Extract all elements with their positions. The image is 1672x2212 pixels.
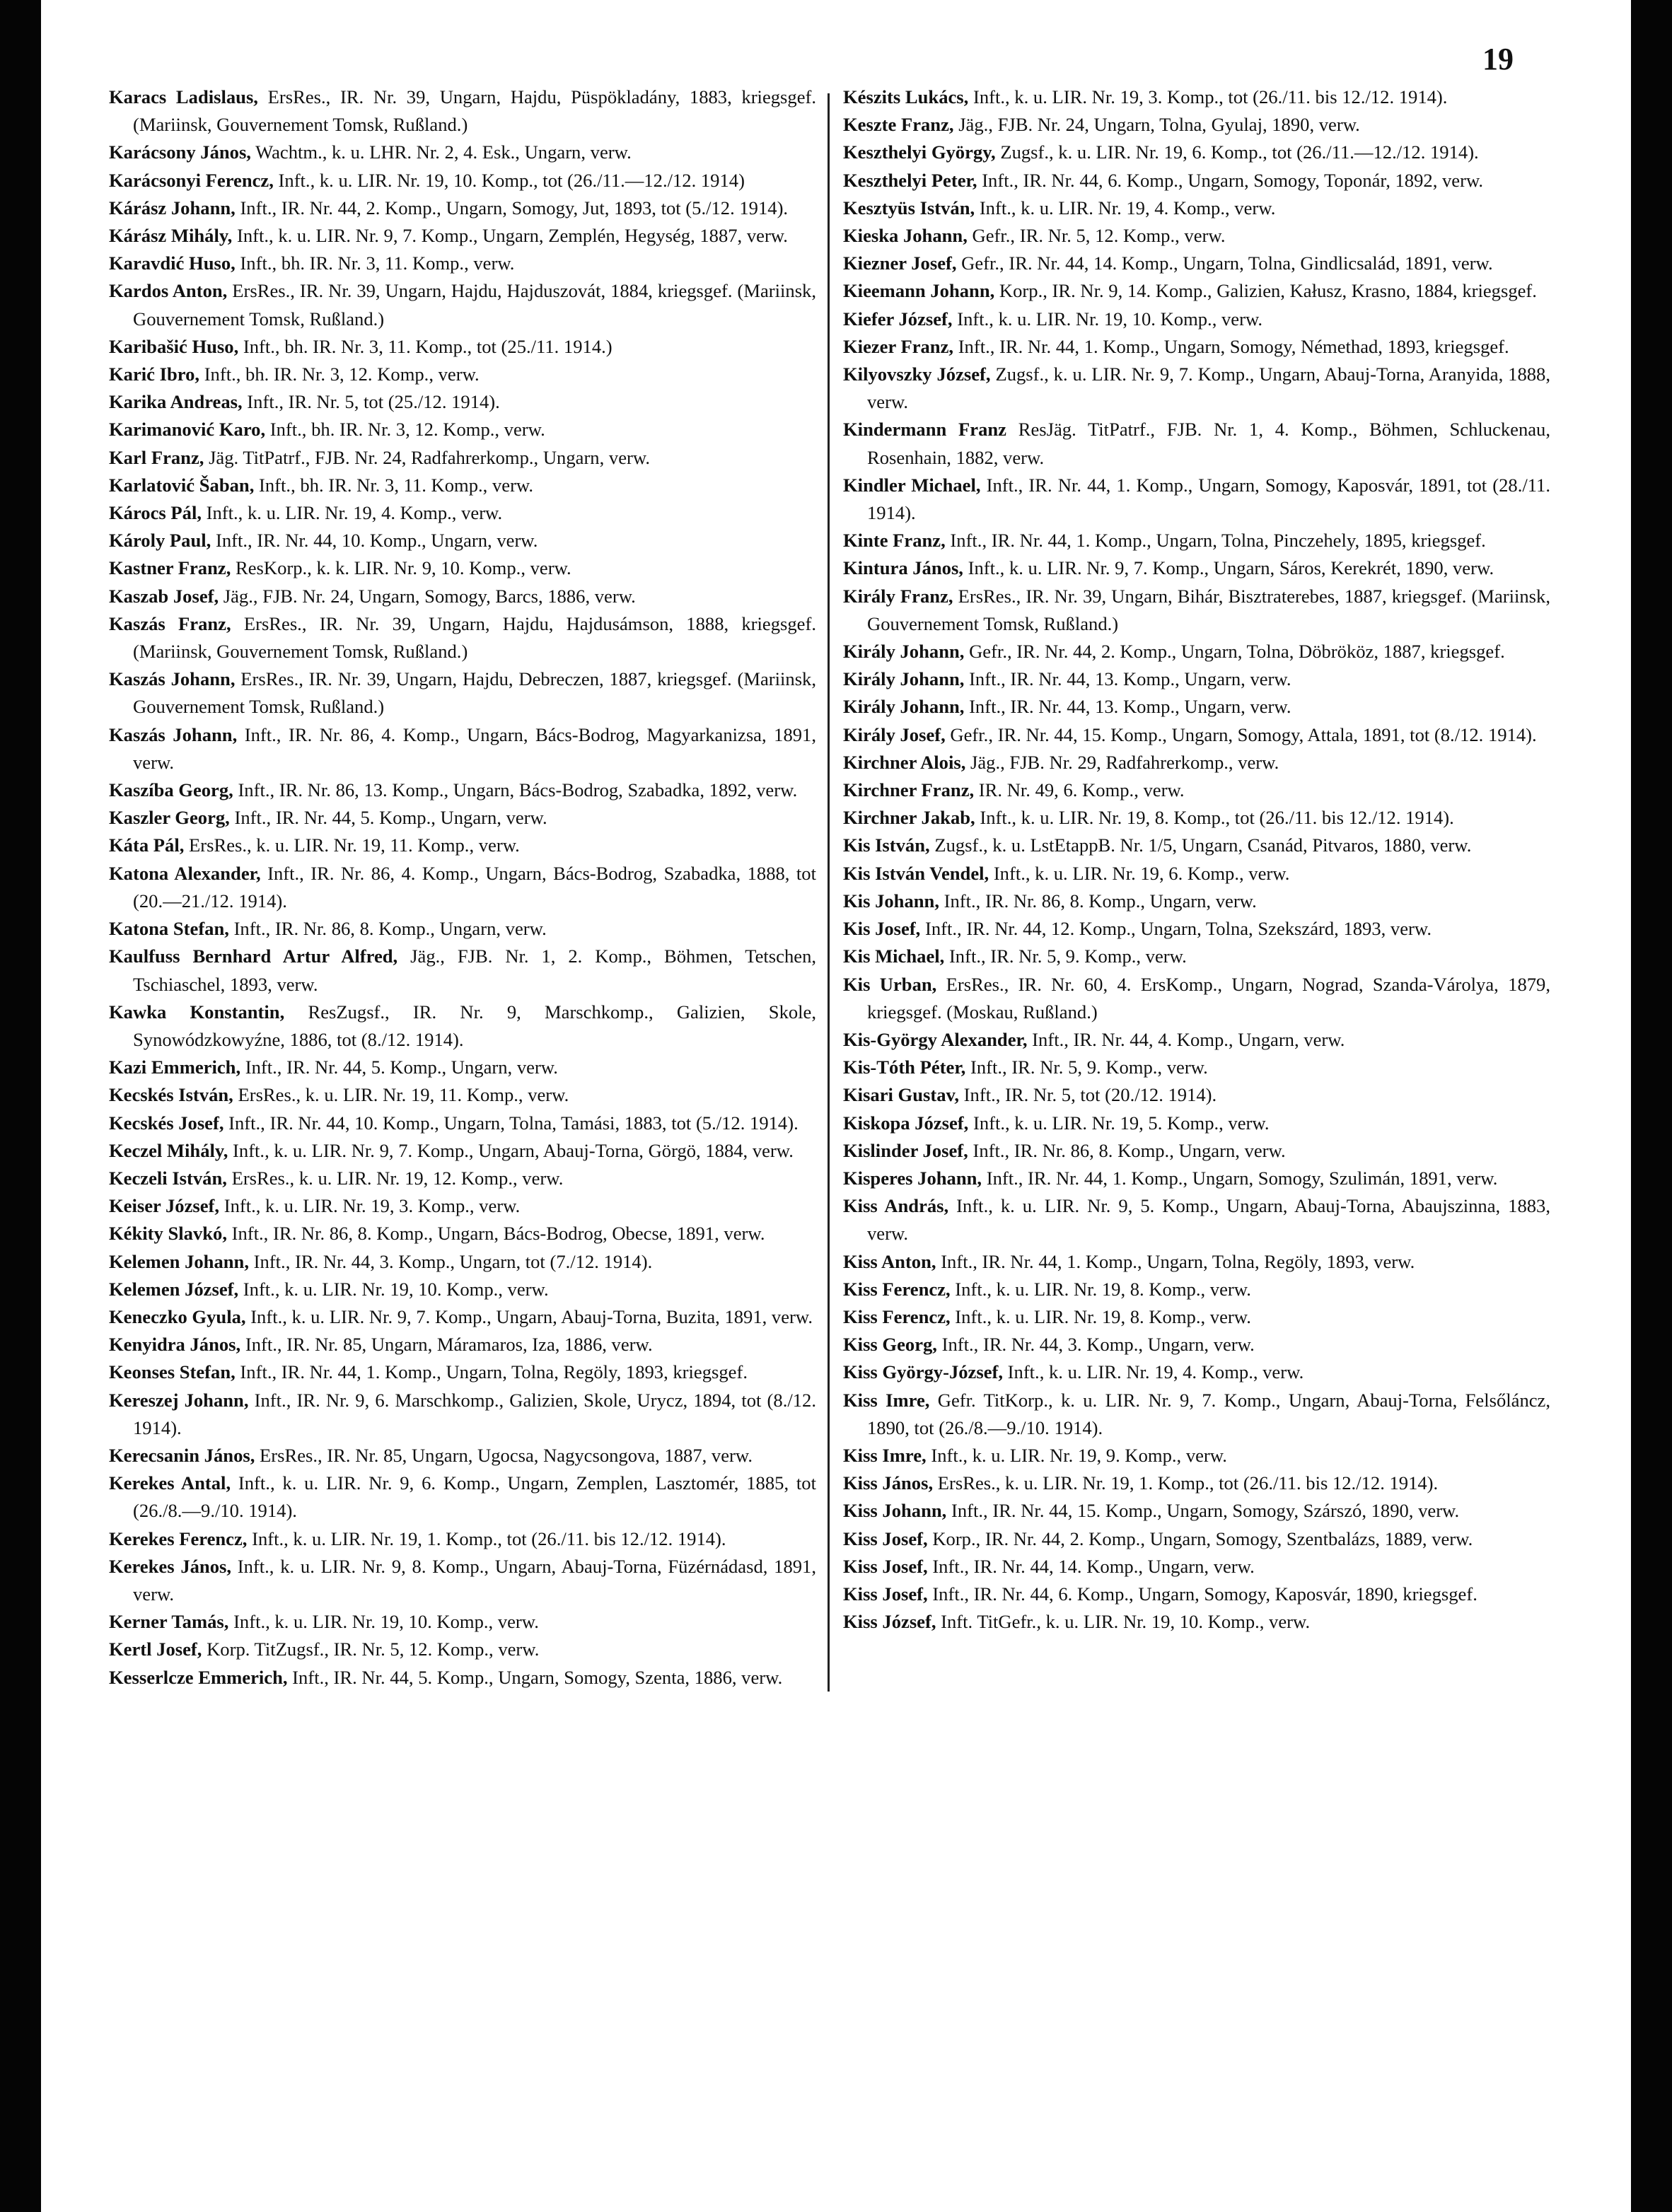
register-entry [843,250,1550,277]
entry-name: Keiser József, [109,1195,220,1217]
entry-details: ErsRes., k. u. LIR. Nr. 19, 12. Komp., verw. [226,1167,564,1189]
entry-name: Kindermann Franz [843,419,1006,441]
entry-name: Kerekes János, [109,1555,231,1577]
entry-details: ErsRes., k. u. LIR. Nr. 19, 1. Komp., tot (26./11. bis 12./12. 1914). [933,1472,1439,1494]
register-entry [843,887,1550,915]
entry-details: Inft., IR. Nr. 44, 1. Komp., Ungarn, Somogy, Szulimán, 1891, verw. [982,1167,1498,1189]
register-entry [109,250,816,277]
entry-name: Károcs Pál, [109,502,202,524]
entry-name: Kiskopa József, [843,1112,969,1134]
entry-name: Kiss György-József, [843,1361,1004,1383]
register-entry [843,361,1550,416]
entry-details: Zugsf., k. u. LIR. Nr. 9, 7. Komp., Ungarn, Abauj-Torna, Aranyida, 1888, verw. [867,363,1550,413]
register-entry [843,139,1550,166]
entry-name: Kisari Gustav, [843,1084,960,1106]
entry-details: Jäg., FJB. Nr. 29, Radfahrerkomp., verw. [965,751,1279,773]
entry-details: Gefr., IR. Nr. 44, 14. Komp., Ungarn, Tolna, Gindlicsalád, 1891, verw. [956,252,1493,274]
register-entry [843,1303,1550,1331]
entry-name: Kesztyüs István, [843,197,975,219]
register-entry [109,721,816,776]
entry-details: Inft., k. u. LIR. Nr. 19, 8. Komp., tot (26./11. bis 12./12. 1914). [975,807,1454,829]
entry-details: Inft., k. u. LIR. Nr. 19, 6. Komp., verw. [989,862,1290,884]
entry-name: Keneczko Gyula, [109,1305,246,1327]
entry-details: Inft., IR. Nr. 86, 8. Komp., Ungarn, Bács-Bodrog, Obecse, 1891, verw. [226,1223,765,1245]
entry-name: Kis Josef, [843,918,921,940]
entry-name: Kirchner Franz, [843,779,975,801]
entry-details: ResZugsf., IR. Nr. 9, Marschkomp., Galizien, Skole, Synowódzkowyźne, 1886, tot (8./12. 1914). [133,1001,817,1050]
register-entry [843,1276,1550,1303]
entry-name: Kiss Josef, [843,1527,928,1549]
register-entry [843,1608,1550,1636]
register-entry [109,472,816,499]
entry-details: Inft., k. u. LIR. Nr. 9, 7. Komp., Ungarn, Abauj-Torna, Görgö, 1884, verw. [228,1139,794,1161]
entry-name: Kiss Josef, [843,1583,928,1605]
register-entry [109,527,816,554]
register-entry [843,1192,1550,1247]
entry-name: Kecskés István, [109,1084,233,1106]
entry-details: Korp., IR. Nr. 44, 2. Komp., Ungarn, Somogy, Szentbalázs, 1889, verw. [927,1527,1473,1549]
entry-details: Gefr., IR. Nr. 5, 12. Komp., verw. [967,225,1226,247]
entry-details: ErsRes., IR. Nr. 39, Ungarn, Hajdu, Hajdusámson, 1888, kriegsgef. (Mariinsk, Gouvernement Tomsk, Rußland.) [133,612,816,663]
entry-name: Király Josef, [843,723,946,745]
register-entry [109,1608,816,1636]
entry-details: Inft., k. u. LIR. Nr. 9, 7. Komp., Ungarn, Sáros, Kerekrét, 1890, verw. [963,557,1494,579]
register-entry [843,1110,1550,1137]
register-entry [843,749,1550,776]
entry-details: ErsRes., k. u. LIR. Nr. 19, 11. Komp., verw. [233,1084,569,1106]
entry-name: Karácsonyi Ferencz, [109,169,274,191]
register-entry [109,388,816,416]
entry-name: Kárász Johann, [109,197,236,219]
entry-details: ErsRes., IR. Nr. 39, Ungarn, Hajdu, Hajduszovát, 1884, kriegsgef. (Mariinsk, Gouvernement Tomsk, Rußland.) [133,280,816,330]
entry-name: Kiss Ferencz, [843,1305,951,1327]
register-entry [843,1442,1550,1469]
entry-name: Katona Alexander, [109,862,261,884]
entry-name: Király Johann, [843,668,965,690]
entry-name: Király Johann, [843,696,965,718]
register-entry [843,860,1550,887]
entry-details: Inft., k. u. LIR. Nr. 9, 7. Komp., Ungarn, Zemplén, Hegység, 1887, verw. [232,225,788,247]
entry-name: Keczeli István, [109,1167,227,1189]
register-entry [109,860,816,915]
entry-details: Inft., IR. Nr. 5, 9. Komp., verw. [965,1056,1208,1078]
register-entry [843,1387,1550,1442]
entry-name: Keszthelyi György, [843,141,996,163]
entry-details: Inft., k. u. LIR. Nr. 19, 10. Komp., tot (26./11.—12./12. 1914) [273,169,745,191]
entry-name: Karacs Ladislaus, [109,86,258,107]
entry-name: Kerekes Antal, [109,1472,231,1494]
entry-details: Inft., IR. Nr. 44, 1. Komp., Ungarn, Somogy, Kaposvár, 1891, tot (28./11. 1914). [867,474,1550,524]
register-entry [109,333,816,361]
register-entry [109,665,816,721]
register-entry [109,499,816,527]
register-entry [843,1469,1550,1497]
entry-name: Kiss Georg, [843,1334,937,1356]
entry-details: Inft., k. u. LIR. Nr. 19, 10. Komp., verw. [228,1611,539,1633]
entry-name: Kaszás Johann, [109,668,236,690]
register-entry [843,1581,1550,1608]
register-entry [843,638,1550,665]
register-entry [109,776,816,804]
entry-name: Kiss András, [843,1195,949,1217]
register-entry [109,999,816,1054]
entry-name: Kiss Imre, [843,1389,930,1411]
entry-name: Keszte Franz, [843,114,954,136]
entry-details: Gefr., IR. Nr. 44, 15. Komp., Ungarn, Somogy, Attala, 1891, tot (8./12. 1914). [945,723,1537,745]
entry-name: Kis Johann, [843,890,939,912]
register-entry [109,1110,816,1137]
register-entry [843,1026,1550,1054]
entry-name: Karić Ibro, [109,363,200,385]
entry-name: Kiss József, [843,1611,936,1633]
entry-details: Inft., IR. Nr. 44, 3. Komp., Ungarn, verw. [936,1334,1255,1356]
entry-name: Katona Stefan, [109,918,229,940]
entry-name: Készits Lukács, [843,86,969,107]
register-entry [843,804,1550,832]
register-entry [843,554,1550,582]
register-entry [109,1553,816,1608]
entry-details: Inft., IR. Nr. 86, 8. Komp., Ungarn, verw. [968,1139,1286,1161]
entry-details: Jäg. TitPatrf., FJB. Nr. 24, Radfahrerkomp., Ungarn, verw. [204,446,650,468]
register-entry [109,222,816,250]
register-entry [109,139,816,166]
entry-name: Karimanović Karo, [109,419,266,441]
entry-details: Jäg., FJB. Nr. 1, 2. Komp., Böhmen, Tetschen, Tschiaschel, 1893, verw. [133,945,817,995]
register-entry [843,416,1550,471]
entry-name: Káta Pál, [109,834,185,856]
register-entry [843,1248,1550,1276]
entry-details: Inft., IR. Nr. 44, 6. Komp., Ungarn, Somogy, Toponár, 1892, verw. [977,169,1484,191]
entry-details: Inft., IR. Nr. 85, Ungarn, Máramaros, Iza, 1886, verw. [240,1334,653,1356]
entry-name: Kintura János, [843,557,963,579]
entry-details: ErsRes., IR. Nr. 39, Ungarn, Hajdu, Püspökladány, 1883, kriegsgef. (Mariinsk, Gouvernement Tomsk, Rußland.) [133,86,817,136]
entry-name: Kerecsanin János, [109,1444,255,1466]
register-entry [109,1387,816,1442]
entry-details: Inft., k. u. LIR. Nr. 19, 4. Komp., verw. [201,502,503,524]
register-entry [109,554,816,582]
entry-details: Inft., k. u. LIR. Nr. 19, 8. Komp., verw. [950,1305,1251,1327]
entry-details: Inft., IR. Nr. 44, 10. Komp., Ungarn, verw. [211,530,538,552]
entry-details: Inft., IR. Nr. 86, 4. Komp., Ungarn, Bács-Bodrog, Magyarkanizsa, 1891, verw. [133,723,816,773]
entry-name: Kiss Johann, [843,1500,947,1522]
entry-details: Inft., IR. Nr. 86, 13. Komp., Ungarn, Bács-Bodrog, Szabadka, 1892, verw. [233,779,798,801]
entry-name: Kastner Franz, [109,557,231,579]
register-entry [109,583,816,610]
page-number: 19 [1482,42,1514,76]
entry-details: Inft., IR. Nr. 44, 5. Komp., Ungarn, Somogy, Szenta, 1886, verw. [287,1666,783,1688]
entry-name: Kirchner Jakab, [843,807,975,829]
entry-details: Inft., bh. IR. Nr. 3, 11. Komp., verw. [235,252,515,274]
entry-details: ErsRes., IR. Nr. 60, 4. ErsKomp., Ungarn, Nograd, Szanda-Várolya, 1879, kriegsgef. (Moskau, Rußland.) [867,973,1550,1023]
entry-name: Kiss János, [843,1472,934,1494]
register-entry [109,832,816,859]
register-entry [843,943,1550,970]
register-entry [109,1165,816,1192]
entry-details: Jäg., FJB. Nr. 24, Ungarn, Somogy, Barcs, 1886, verw. [219,585,636,607]
entry-name: Kieemann Johann, [843,280,995,302]
register-entry [109,1303,816,1331]
register-entry [109,1469,816,1525]
entry-name: Kis-Tóth Péter, [843,1056,966,1078]
register-entry [109,1636,816,1663]
entry-name: Károly Paul, [109,530,211,552]
register-entry [109,361,816,388]
entry-details: Inft., IR. Nr. 44, 1. Komp., Ungarn, Tolna, Regöly, 1893, verw. [936,1250,1415,1272]
register-entry [109,416,816,443]
entry-name: Kertl Josef, [109,1638,202,1660]
register-entry [109,1442,816,1469]
entry-details: Korp. TitZugsf., IR. Nr. 5, 12. Komp., verw. [202,1638,540,1660]
entry-details: Inft., IR. Nr. 44, 3. Komp., Ungarn, tot (7./12. 1914). [249,1250,653,1272]
entry-name: Kelemen Johann, [109,1250,249,1272]
entry-name: Karika Andreas, [109,391,243,413]
entry-name: Kilyovszky József, [843,363,991,385]
register-entry [109,1664,816,1692]
entry-details: Inft., k. u. LIR. Nr. 19, 5. Komp., verw. [968,1112,1270,1134]
entry-name: Kiezer Franz, [843,335,954,357]
register-entry [109,1358,816,1386]
register-entry [843,832,1550,859]
register-entry [109,1054,816,1081]
entry-details: Inft., IR. Nr. 86, 4. Komp., Ungarn, Bács-Bodrog, Szabadka, 1888, tot (20.—21./12. 1914). [133,862,816,912]
register-entry [109,1081,816,1109]
entry-name: Kaszab Josef, [109,585,219,607]
entry-details: Inft., k. u. LIR. Nr. 19, 10. Komp., verw. [238,1278,549,1300]
entry-name: Kindler Michael, [843,474,981,496]
register-entry [109,277,816,332]
entry-details: Inft., IR. Nr. 44, 12. Komp., Ungarn, Tolna, Szekszárd, 1893, verw. [920,918,1432,940]
entry-name: Kiezner Josef, [843,252,957,274]
entry-details: Inft., bh. IR. Nr. 3, 12. Komp., verw. [199,363,480,385]
entry-details: Inft., IR. Nr. 44, 13. Komp., Ungarn, verw. [964,668,1291,690]
register-entry [843,1497,1550,1525]
register-entry [109,83,816,139]
entry-name: Karibašić Huso, [109,335,239,357]
register-entry [843,222,1550,250]
entry-details: Inft., IR. Nr. 44, 15. Komp., Ungarn, Somogy, Szárszó, 1890, verw. [946,1500,1460,1522]
entry-name: Kis István Vendel, [843,862,989,884]
entry-details: Inft., IR. Nr. 44, 14. Komp., Ungarn, verw. [927,1555,1255,1577]
entry-details: Inft., IR. Nr. 86, 8. Komp., Ungarn, verw. [939,890,1257,912]
register-entry [843,472,1550,527]
register-entry [843,665,1550,693]
register-entry [843,915,1550,943]
register-entry [843,111,1550,139]
entry-details: Inft., IR. Nr. 44, 1. Komp., Ungarn, Somogy, Némethad, 1893, kriegsgef. [953,335,1509,357]
entry-details: Inft., IR. Nr. 44, 2. Komp., Ungarn, Somogy, Jut, 1893, tot (5./12. 1914). [235,197,789,219]
register-entry [843,971,1550,1026]
register-entry [843,83,1550,111]
register-entry [109,610,816,665]
register-entry [109,1192,816,1220]
entry-name: Kiss Ferencz, [843,1278,951,1300]
entry-details: Inft., k. u. LIR. Nr. 19, 3. Komp., tot (26./11. bis 12./12. 1914). [968,86,1448,107]
register-entry [843,1137,1550,1165]
register-entry [843,333,1550,361]
entry-details: Inft., IR. Nr. 44, 5. Komp., Ungarn, verw. [240,1056,558,1078]
entry-name: Kecskés Josef, [109,1112,224,1134]
entry-name: Kisperes Johann, [843,1167,982,1189]
entry-details: Zugsf., k. u. LstEtappB. Nr. 1/5, Ungarn, Csanád, Pitvaros, 1880, verw. [929,834,1472,856]
entry-name: Kékity Slavkó, [109,1223,227,1245]
entry-name: Kaszíba Georg, [109,779,233,801]
register-entry [109,167,816,194]
entry-details: Inft., IR. Nr. 5, tot (25./12. 1914). [242,391,500,413]
register-entry [109,943,816,998]
entry-details: Inft., k. u. LIR. Nr. 19, 8. Komp., verw. [950,1278,1251,1300]
entry-details: Inft., k. u. LIR. Nr. 19, 4. Komp., verw. [1003,1361,1304,1383]
entry-name: Keczel Mihály, [109,1139,228,1161]
entry-name: Kislinder Josef, [843,1139,968,1161]
entry-name: Kerner Tamás, [109,1611,229,1633]
register-entry [109,1220,816,1247]
register-entry [843,527,1550,554]
entry-details: Inft., IR. Nr. 44, 4. Komp., Ungarn, verw. [1027,1028,1345,1050]
entry-details: Gefr., IR. Nr. 44, 2. Komp., Ungarn, Tolna, Döbrököz, 1887, kriegsgef. [964,641,1505,663]
register-entry [843,1054,1550,1081]
register-entry [109,1137,816,1165]
entry-details: Inft., IR. Nr. 5, tot (20./12. 1914). [959,1084,1217,1106]
entry-name: Király Franz, [843,585,953,607]
entry-details: ErsRes., IR. Nr. 39, Ungarn, Hajdu, Debreczen, 1887, kriegsgef. (Mariinsk, Gouvernement Tomsk, Rußland.) [133,668,816,718]
entry-details: IR. Nr. 49, 6. Komp., verw. [974,779,1185,801]
entry-details: ErsRes., k. u. LIR. Nr. 19, 11. Komp., verw. [184,834,520,856]
entry-name: Kelemen József, [109,1278,239,1300]
entry-name: Kieska Johann, [843,225,968,247]
entry-details: Inft., k. u. LIR. Nr. 19, 4. Komp., verw. [975,197,1276,219]
register-entry [109,1525,816,1553]
entry-details: Inft. TitGefr., k. u. LIR. Nr. 19, 10. Komp., verw. [936,1611,1311,1633]
register-entry [843,1553,1550,1581]
entry-name: Kaszler Georg, [109,807,230,829]
entry-details: Inft., IR. Nr. 44, 6. Komp., Ungarn, Somogy, Kaposvár, 1890, kriegsgef. [927,1583,1477,1605]
entry-name: Keszthelyi Peter, [843,169,977,191]
entry-details: Inft., IR. Nr. 44, 13. Komp., Ungarn, verw. [964,696,1291,718]
entry-name: Kis Urban, [843,973,937,995]
entry-details: Inft., k. u. LIR. Nr. 9, 6. Komp., Ungarn, Zemplen, Lasztomér, 1885, tot (26./8.—9./10. 1914). [133,1472,816,1522]
register-entry [843,1358,1550,1386]
entry-name: Kenyidra János, [109,1334,241,1356]
entry-details: Inft., bh. IR. Nr. 3, 12. Komp., verw. [265,419,545,441]
register-entry [843,277,1550,305]
entry-name: Kaszás Franz, [109,612,231,634]
entry-name: Kirchner Alois, [843,751,966,773]
register-entry [843,305,1550,333]
entry-details: Inft., IR. Nr. 5, 9. Komp., verw. [944,945,1187,967]
entry-name: Kereszej Johann, [109,1389,249,1411]
entry-name: Kis Michael, [843,945,945,967]
register-entry [843,1331,1550,1358]
entry-name: Kerekes Ferencz, [109,1527,248,1549]
register-entry [109,1331,816,1358]
entry-name: Karácsony János, [109,141,251,163]
entry-details: Inft., k. u. LIR. Nr. 19, 9. Komp., verw. [926,1444,1227,1466]
entry-name: Kazi Emmerich, [109,1056,241,1078]
register-entry [109,1276,816,1303]
entry-details: ResKorp., k. k. LIR. Nr. 9, 10. Komp., verw. [231,557,571,579]
register-entry [109,1248,816,1276]
entry-details: ErsRes., IR. Nr. 39, Ungarn, Bihár, Bisztraterebes, 1887, kriegsgef. (Mariinsk, Gouvernement Tomsk, Rußland.) [867,585,1550,634]
entry-details: Wachtm., k. u. LHR. Nr. 2, 4. Esk., Ungarn, verw. [250,141,632,163]
entry-details: Inft., IR. Nr. 44, 5. Komp., Ungarn, verw. [229,807,547,829]
register-entry [109,444,816,472]
entry-name: Kis-György Alexander, [843,1028,1028,1050]
entry-details: Inft., IR. Nr. 44, 10. Komp., Ungarn, Tolna, Tamási, 1883, tot (5./12. 1914). [223,1112,799,1134]
entry-details: Zugsf., k. u. LIR. Nr. 19, 6. Komp., tot (26./11.—12./12. 1914). [995,141,1479,163]
entry-details: Inft., IR. Nr. 44, 1. Komp., Ungarn, Tolna, Pinczehely, 1895, kriegsgef. [945,530,1486,552]
column-divider [828,93,830,1692]
register-entry [109,804,816,832]
entry-details: Inft., k. u. LIR. Nr. 19, 1. Komp., tot (26./11. bis 12./12. 1914). [247,1527,726,1549]
entry-details: Inft., k. u. LIR. Nr. 9, 7. Komp., Ungarn, Abauj-Torna, Buzita, 1891, verw. [245,1305,813,1327]
entry-name: Király Johann, [843,641,965,663]
entry-details: Jäg., FJB. Nr. 24, Ungarn, Tolna, Gyulaj, 1890, verw. [953,114,1360,136]
entry-name: Kinte Franz, [843,530,946,552]
entry-name: Kaulfuss Bernhard Artur Alfred, [109,945,398,967]
right-column [843,83,1550,1636]
entry-details: Inft., k. u. LIR. Nr. 19, 10. Komp., verw. [952,308,1263,330]
entry-name: Kardos Anton, [109,280,228,302]
entry-name: Kesserlcze Emmerich, [109,1666,288,1688]
entry-details: Inft., IR. Nr. 86, 8. Komp., Ungarn, verw. [228,918,547,940]
register-entry [843,167,1550,194]
entry-details: Inft., bh. IR. Nr. 3, 11. Komp., verw. [254,474,534,496]
register-entry [109,915,816,943]
entry-name: Kis István, [843,834,930,856]
register-entry [843,583,1550,638]
register-entry [843,1165,1550,1192]
register-entry [843,721,1550,749]
entry-name: Kiss Anton, [843,1250,936,1272]
entry-details: Inft., k. u. LIR. Nr. 9, 8. Komp., Ungarn, Abauj-Torna, Füzérnádasd, 1891, verw. [133,1555,816,1605]
register-entry [843,194,1550,222]
register-entry [843,776,1550,804]
register-entry [843,693,1550,721]
entry-name: Karl Franz, [109,446,204,468]
entry-name: Kiefer József, [843,308,953,330]
register-entry [109,194,816,222]
entry-details: Korp., IR. Nr. 9, 14. Komp., Galizien, Kałusz, Krasno, 1884, kriegsgef. [994,280,1537,302]
entry-name: Keonses Stefan, [109,1361,236,1383]
register-entry [843,1081,1550,1109]
entry-details: Inft., IR. Nr. 9, 6. Marschkomp., Galizien, Skole, Urycz, 1894, tot (8./12. 1914). [133,1389,816,1438]
entry-name: Kiss Imre, [843,1444,927,1466]
entry-details: Gefr. TitKorp., k. u. LIR. Nr. 9, 7. Komp., Ungarn, Abauj-Torna, Felsőláncz, 1890, tot (26./8.—9./10. 1914). [867,1389,1550,1438]
entry-details: ResJäg. TitPatrf., FJB. Nr. 1, 4. Komp., Böhmen, Schluckenau, Rosenhain, 1882, verw. [867,419,1550,468]
entry-details: Inft., k. u. LIR. Nr. 9, 5. Komp., Ungarn, Abauj-Torna, Abaujszinna, 1883, verw. [867,1195,1550,1245]
entry-details: Inft., bh. IR. Nr. 3, 11. Komp., tot (25./11. 1914.) [238,335,613,357]
left-column [109,83,816,1692]
entry-details: ErsRes., IR. Nr. 85, Ungarn, Ugocsa, Nagycsongova, 1887, verw. [255,1444,753,1466]
entry-name: Kárász Mihály, [109,225,233,247]
entry-name: Karavdić Huso, [109,252,236,274]
entry-name: Kawka Konstantin, [109,1001,285,1023]
entry-name: Karlatović Šaban, [109,474,255,496]
register-entry [843,1525,1550,1553]
entry-name: Kaszás Johann, [109,723,238,745]
entry-details: Inft., IR. Nr. 44, 1. Komp., Ungarn, Tolna, Regöly, 1893, kriegsgef. [235,1361,748,1383]
entry-details: Inft., k. u. LIR. Nr. 19, 3. Komp., verw. [219,1195,521,1217]
entry-name: Kiss Josef, [843,1555,928,1577]
